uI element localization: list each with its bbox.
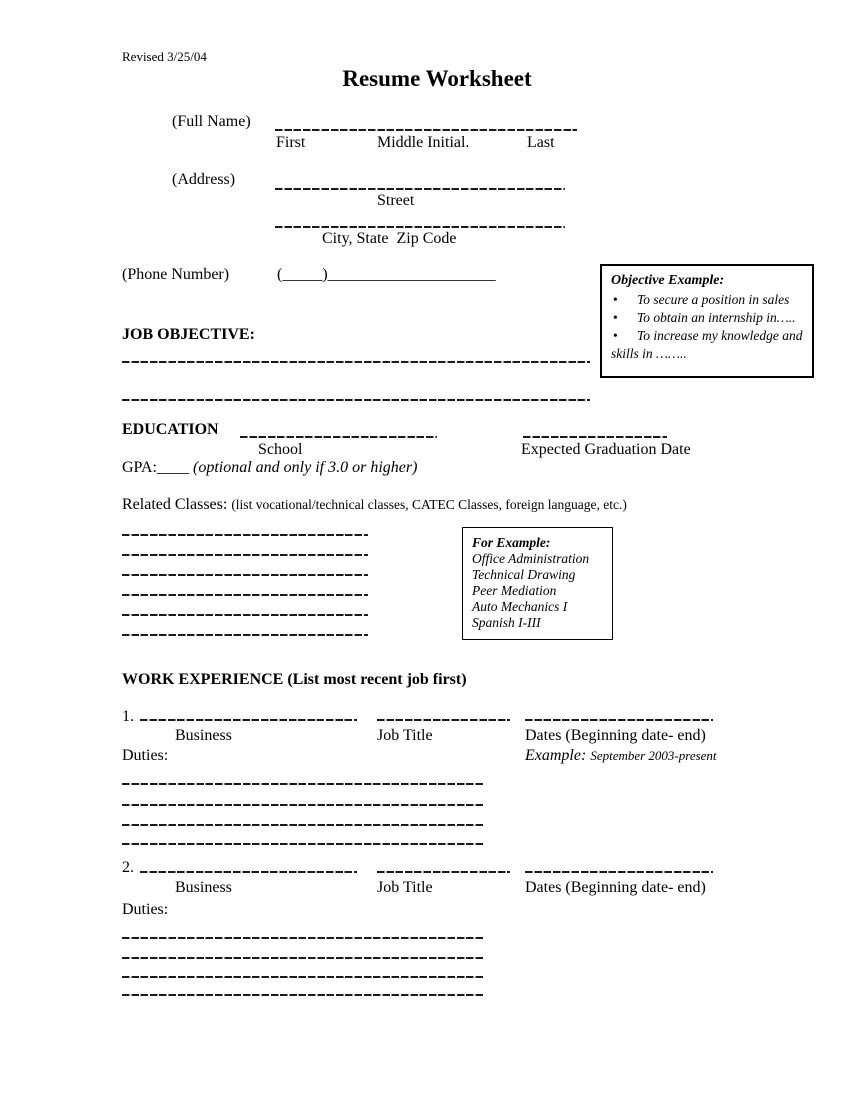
objective-example-item: • To obtain an internship in…..: [613, 310, 796, 325]
job-objective-line: [122, 399, 590, 401]
dates-sublabel: Dates (Beginning date- end): [525, 727, 706, 744]
related-class-line: [122, 634, 368, 636]
full-name-line: [275, 129, 577, 131]
related-class-line: [122, 614, 368, 616]
job-title-sublabel: Job Title: [377, 879, 433, 896]
dates-sublabel: Dates (Beginning date- end): [525, 879, 706, 896]
dates-line: [525, 871, 713, 873]
school-line: [240, 436, 437, 438]
duties-line: [122, 957, 483, 959]
gpa-label: GPA:: [122, 459, 157, 476]
related-classes-note: (list vocational/technical classes, CATEC Classes, foreign language, etc.): [231, 497, 627, 512]
objective-example-box: [600, 264, 814, 378]
objective-example-title: Objective Example:: [611, 273, 725, 288]
duties-line: [122, 937, 483, 939]
business-line: [140, 871, 357, 873]
related-classes-row: [122, 496, 627, 514]
business-sublabel: Business: [175, 879, 232, 896]
revised-date: Revised 3/25/04: [122, 49, 207, 64]
for-example-box: [462, 527, 613, 640]
for-example-item: Spanish I-III: [472, 615, 541, 630]
job-objective-heading: JOB OBJECTIVE:: [122, 326, 255, 343]
work-experience-heading: WORK EXPERIENCE (List most recent job first): [122, 671, 467, 688]
for-example-item: Technical Drawing: [472, 567, 576, 582]
duties-label: Duties:: [122, 747, 169, 764]
related-class-line: [122, 574, 368, 576]
example-label: Example:: [525, 747, 591, 764]
gpa-row: [122, 459, 417, 477]
bullet-icon: •: [613, 328, 618, 343]
business-sublabel: Business: [175, 727, 232, 744]
entry-number: 1.: [122, 708, 134, 725]
for-example-title: For Example:: [472, 535, 551, 550]
related-class-line: [122, 534, 368, 536]
gpa-blank: ____: [156, 459, 189, 476]
dates-example-row: [525, 747, 717, 765]
address-label: (Address): [172, 171, 236, 188]
last-sublabel: Last: [527, 134, 555, 151]
middle-initial-sublabel: Middle Initial.: [377, 134, 470, 151]
street-line: [275, 188, 565, 190]
duties-line: [122, 804, 483, 806]
first-sublabel: First: [276, 134, 306, 151]
duties-line: [122, 824, 483, 826]
for-example-item: Peer Mediation: [472, 583, 557, 598]
objective-example-item: • To increase my knowledge and skills in ……..: [611, 328, 803, 361]
example-value: September 2003-present: [590, 748, 717, 763]
city-state-zip-line: [275, 226, 565, 228]
phone-blank: (_____)_____________________: [277, 266, 496, 283]
duties-line: [122, 994, 483, 996]
phone-label: (Phone Number): [122, 266, 230, 283]
gpa-note: (optional and only if 3.0 or higher): [192, 459, 418, 476]
bullet-icon: •: [613, 292, 618, 307]
job-title-sublabel: Job Title: [377, 727, 433, 744]
street-sublabel: Street: [377, 192, 415, 209]
dates-line: [525, 719, 713, 721]
duties-line: [122, 843, 483, 845]
duties-line: [122, 976, 483, 978]
objective-example-item: • To secure a position in sales: [613, 292, 790, 307]
job-objective-line: [122, 361, 590, 363]
school-sublabel: School: [258, 441, 303, 458]
for-example-item: Auto Mechanics I: [472, 599, 568, 614]
graduation-date-sublabel: Expected Graduation Date: [521, 441, 691, 458]
education-heading: EDUCATION: [122, 421, 219, 438]
full-name-label: (Full Name): [172, 113, 251, 130]
entry-number: 2.: [122, 859, 134, 876]
related-class-line: [122, 554, 368, 556]
bullet-icon: •: [613, 310, 618, 325]
page-title: Resume Worksheet: [342, 66, 532, 91]
for-example-item: Office Administration: [472, 551, 590, 566]
graduation-date-line: [523, 436, 667, 438]
related-class-line: [122, 594, 368, 596]
duties-label: Duties:: [122, 901, 169, 918]
business-line: [140, 719, 357, 721]
job-title-line: [377, 871, 510, 873]
duties-line: [122, 783, 483, 785]
related-classes-label: Related Classes:: [122, 496, 232, 513]
city-state-zip-sublabel: City, State Zip Code: [322, 230, 457, 247]
job-title-line: [377, 719, 510, 721]
